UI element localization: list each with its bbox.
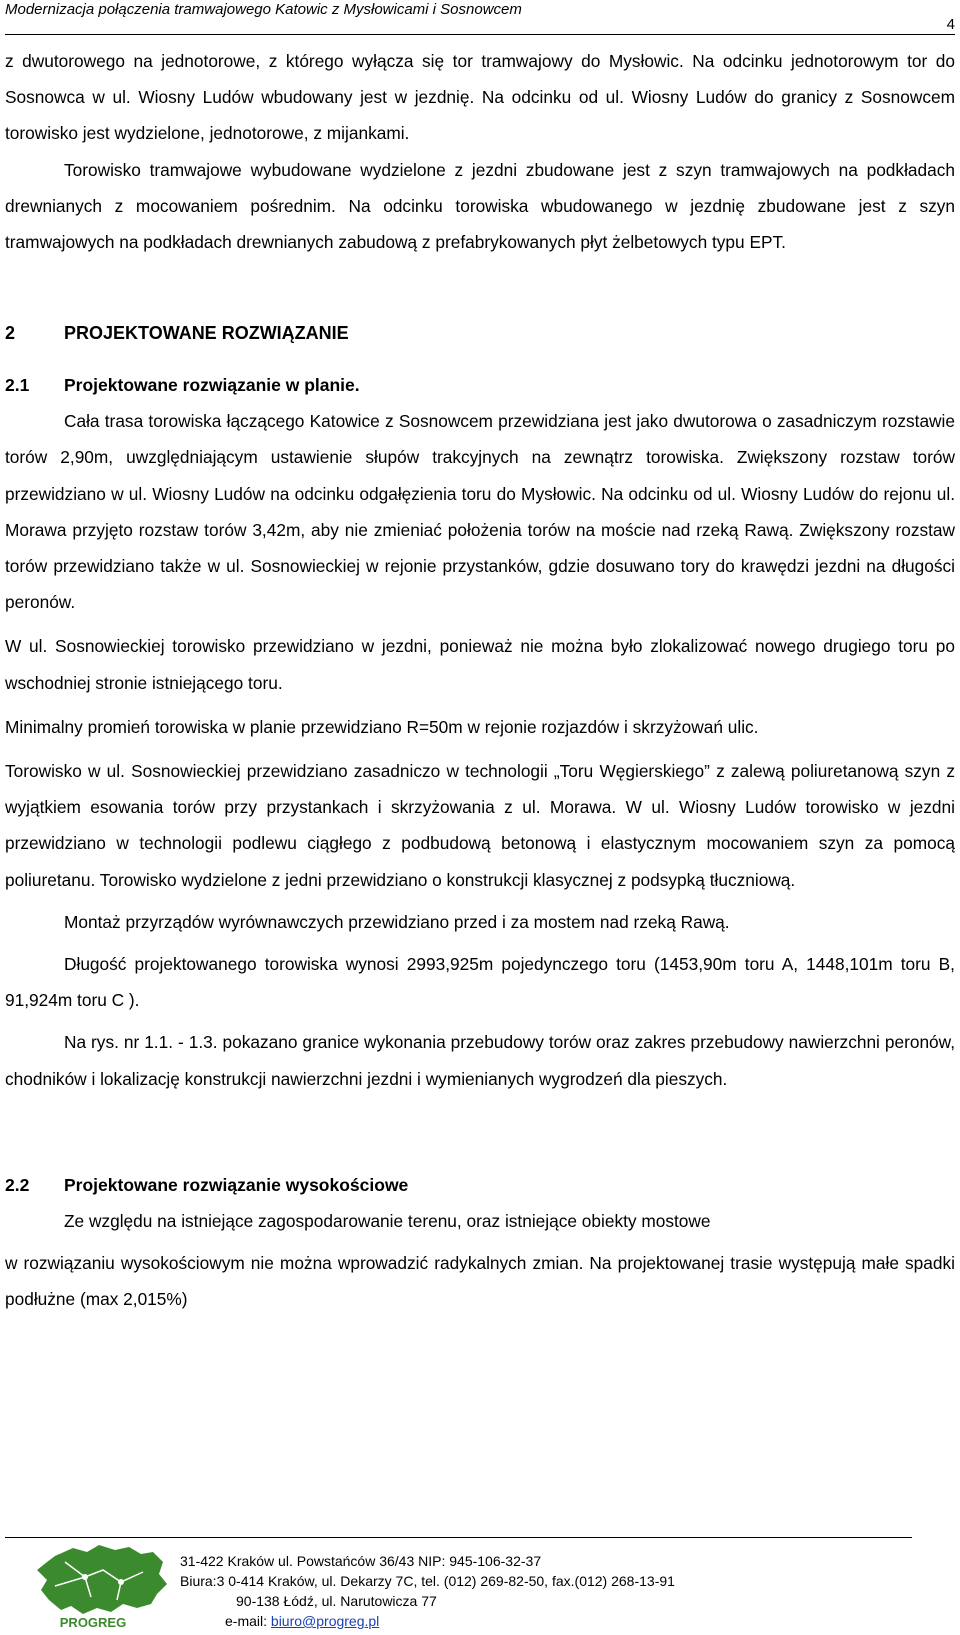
logo-map-icon xyxy=(25,1542,175,1630)
footer-contact xyxy=(180,1551,820,1631)
paragraph: Montaż przyrządów wyrównawczych przewidziano przed i za mostem nad rzeką Rawą. xyxy=(64,911,730,932)
subsection-number: 2.1 xyxy=(5,375,30,396)
paragraph: Na rys. nr 1.1. - 1.3. pokazano granice wykonania przebudowy torów oraz zakres przebudowy nawierzchni peronów, chodników i lokalizację konstrukcji nawierzchni jezdni i wymienianych wygrodzeń dla pieszych. xyxy=(5,1032,955,1089)
logo-node xyxy=(82,1574,88,1580)
email-link[interactable]: biuro@progreg.pl xyxy=(270,1613,380,1629)
paragraph: Torowisko w ul. Sosnowieckiej przewidziano zasadniczo w technologii „Toru Węgierskiego” z zalewą poliuretanową szyn z wyjątkiem esowania torów przy przystankach i skrzyżowania z ul. Morawa. W ul. Wiosny Ludów torowisko w jezdni przewidziano w technologii podlewu ciągłego z podbudową betonową i elastycznym mocowaniem szyn za pomocą poliuretanu. Torowisko wydzielone z jedni przewidziano o konstrukcji klasycznej z podsypką tłuczniową. xyxy=(5,761,955,890)
paragraph: W ul. Sosnowieckiej torowisko przewidziano w jezdni, ponieważ nie można było zlokalizować nowego drugiego toru po wschodniej stronie istniejącego toru. xyxy=(5,636,955,693)
paragraph: z dwutorowego na jednotorowe, z którego wyłącza się tor tramwajowy do Mysłowic. Na odcinku jednotorowym tor do Sosnowca w ul. Wiosny Ludów wbudowany jest w jezdnię. Na odcinku od ul. Wiosny Ludów do granicy z Sosnowcem torowisko jest wydzielone, jednotorowe, z mijankami. xyxy=(5,51,955,144)
paragraph-first-line: Ze względu na istniejące zagospodarowanie terenu, oraz istniejące obiekty mostowe xyxy=(64,1210,711,1231)
logo-region-shape xyxy=(37,1545,167,1614)
email-label: e-mail: xyxy=(225,1613,271,1629)
section-title: PROJEKTOWANE ROZWIĄZANIE xyxy=(64,323,349,344)
footer-address: 31-422 Kraków ul. Powstańców 36/43 NIP: 945-106-32-37 xyxy=(180,1553,542,1569)
document-title: Modernizacja połączenia tramwajowego Katowic z Mysłowicami i Sosnowcem xyxy=(5,1,522,18)
subsection-title: Projektowane rozwiązanie w planie. xyxy=(64,375,360,396)
progreg-logo xyxy=(25,1542,175,1630)
footer-divider xyxy=(5,1537,912,1538)
footer-lodz-office: 90-138 Łódź, ul. Narutowicza 77 xyxy=(236,1593,437,1609)
header-divider xyxy=(5,34,955,35)
paragraph: Minimalny promień torowiska w planie przewidziano R=50m w rejonie rozjazdów i skrzyżowań ulic. xyxy=(5,716,759,737)
section-heading xyxy=(5,315,955,351)
section-number: 2 xyxy=(5,323,16,344)
subsection-title: Projektowane rozwiązanie wysokościowe xyxy=(64,1174,409,1195)
logo-node xyxy=(118,1579,124,1585)
paragraph: Długość projektowanego torowiska wynosi 2993,925m pojedynczego toru (1453,90m toru A, 1448,101m toru B, 91,924m toru C ). xyxy=(5,954,955,1011)
subsection-heading xyxy=(5,367,955,403)
page-number: 4 xyxy=(946,16,955,33)
document-body xyxy=(5,43,955,1317)
footer-email-line xyxy=(180,1611,820,1631)
paragraph: w rozwiązaniu wysokościowym nie można wprowadzić radykalnych zmian. Na projektowanej trasie występują małe spadki podłużne (max 2,015%) xyxy=(5,1253,955,1310)
logo-text: PROGREG xyxy=(59,1615,127,1630)
page-header xyxy=(5,0,955,36)
paragraph: Cała trasa torowiska łączącego Katowice z Sosnowcem przewidziana jest jako dwutorowa o zasadniczym rozstawie torów 2,90m, uwzględniającym ustawienie słupów trakcyjnych na zewnątrz torowiska. Zwiększony rozstaw torów przewidziano w ul. Wiosny Ludów na odcinku odgałęzienia toru do Mysłowic. Na odcinku od ul. Wiosny Ludów do rejonu ul. Morawa przyjęto rozstaw torów 3,42m, aby nie zmieniać położenia torów na moście nad rzeką Rawą. Zwiększony rozstaw torów przewidziano także w ul. Sosnowieckiej w rejonie przystanków, gdzie dosuwano tory do krawędzi jezdni na długości peronów. xyxy=(5,411,955,613)
paragraph: Torowisko tramwajowe wybudowane wydzielone z jezdni zbudowane jest z szyn tramwajowych na podkładach drewnianych z mocowaniem pośrednim. Na odcinku torowiska wbudowanego w jezdnię zbudowane jest z szyn tramwajowych na podkładach drewnianych zabudową z prefabrykowanych płyt żelbetowych typu EPT. xyxy=(5,159,955,253)
subsection-heading xyxy=(5,1167,955,1203)
subsection-number: 2.2 xyxy=(5,1174,30,1195)
footer-offices: Biura:3 0-414 Kraków, ul. Dekarzy 7C, tel. (012) 269-82-50, fax.(012) 268-13-91 xyxy=(180,1573,675,1589)
